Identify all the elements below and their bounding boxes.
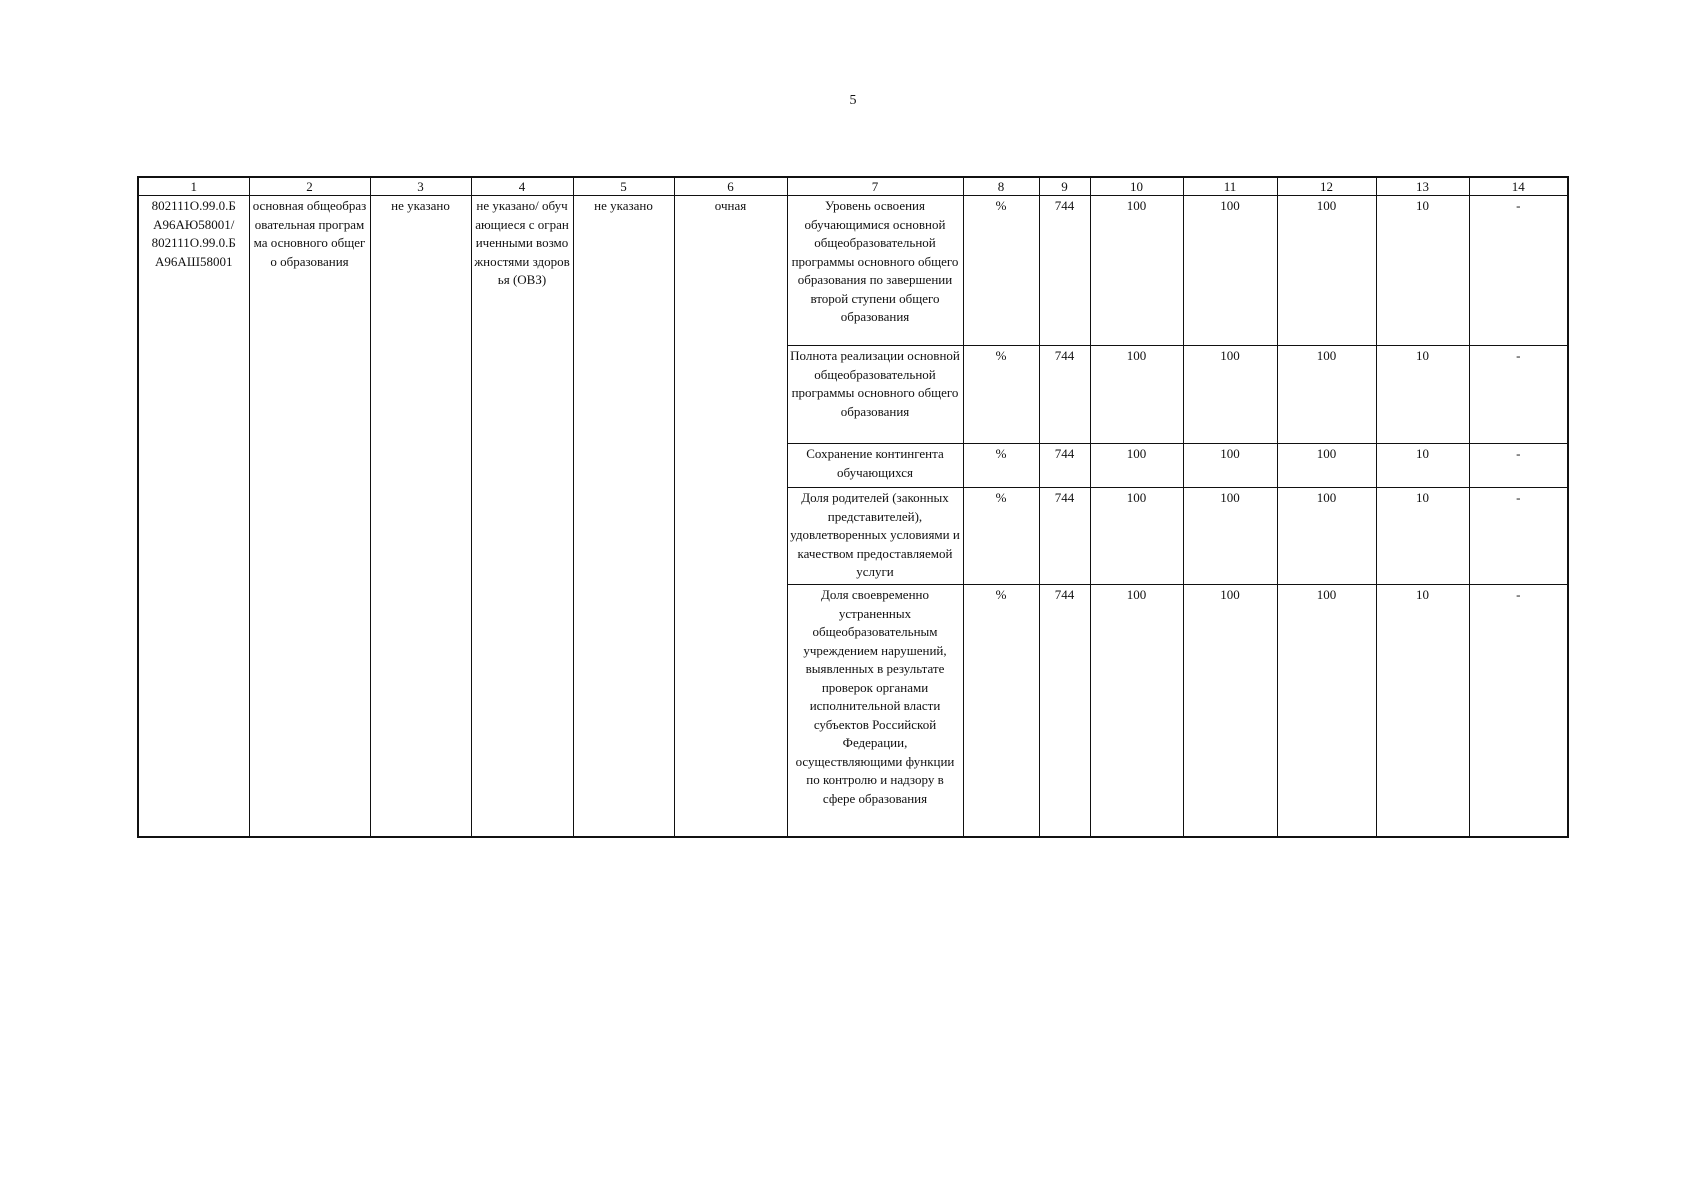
indicator-name: Доля своевременно устраненных общеобразовательным учреждением нарушений, выявленных в результате проверок органами исполнительной власти субъектов Российской Федерации, осуществляющими функции по контролю и надзору в сфере образования [787,585,963,837]
form-of-study-cell [674,196,787,837]
indicator-value-14: - [1469,585,1568,837]
table-row [138,196,1568,346]
col3-cell [370,196,471,837]
indicator-code: 744 [1039,196,1090,346]
column-number: 6 [674,177,787,196]
column-number-row [138,177,1568,196]
indicator-value-12: 100 [1277,346,1376,444]
registry-code-line: А96АШ58001 [155,253,233,269]
column-number: 1 [138,177,249,196]
form-of-study-text: очная [714,198,747,213]
indicator-value-12: 100 [1277,444,1376,488]
indicator-name: Уровень освоения обучающимися основной общеобразовательной программы основного общего образования по завершении второй ступени общего образования [787,196,963,346]
column-number: 3 [370,177,471,196]
column-number: 12 [1277,177,1376,196]
indicator-value-10: 100 [1090,444,1183,488]
indicator-value-13: 10 [1376,585,1469,837]
indicator-code: 744 [1039,346,1090,444]
indicator-name: Полнота реализации основной общеобразовательной программы основного общего образования [787,346,963,444]
indicator-value-12: 100 [1277,585,1376,837]
column-number: 7 [787,177,963,196]
column-number: 2 [249,177,370,196]
column-number: 11 [1183,177,1277,196]
column-number: 8 [963,177,1039,196]
indicator-value-12: 100 [1277,196,1376,346]
indicator-unit: % [963,585,1039,837]
registry-code-line: А96АЮ58001/ [153,216,235,232]
indicator-value-13: 10 [1376,346,1469,444]
column-number: 14 [1469,177,1568,196]
indicator-value-10: 100 [1090,196,1183,346]
col5-cell [573,196,674,837]
category-text: не указано/ обучающиеся с ограниченными возможностями здоровья (ОВЗ) [474,198,570,287]
indicator-value-11: 100 [1183,488,1277,585]
indicator-value-13: 10 [1376,444,1469,488]
indicator-value-11: 100 [1183,585,1277,837]
indicator-value-11: 100 [1183,444,1277,488]
category-cell [471,196,573,837]
indicator-code: 744 [1039,444,1090,488]
indicator-name: Доля родителей (законных представителей), удовлетворенных условиями и качеством предоставляемой услуги [787,488,963,585]
indicator-value-11: 100 [1183,346,1277,444]
indicator-value-14: - [1469,488,1568,585]
indicator-value-13: 10 [1376,196,1469,346]
indicator-name: Сохранение контингента обучающихся [787,444,963,488]
program-cell [249,196,370,837]
indicator-value-11: 100 [1183,196,1277,346]
indicator-value-14: - [1469,346,1568,444]
column-number: 9 [1039,177,1090,196]
registry-code-line: 802111О.99.0.Б [151,235,236,250]
registry-code-line: 802111О.99.0.Б [151,198,236,213]
indicator-value-12: 100 [1277,488,1376,585]
indicator-value-14: - [1469,444,1568,488]
column-number: 13 [1376,177,1469,196]
column-number: 10 [1090,177,1183,196]
registry-code-cell [138,196,249,837]
indicator-unit: % [963,346,1039,444]
column-number: 5 [573,177,674,196]
indicator-code: 744 [1039,585,1090,837]
col3-text: не указано [391,198,450,213]
column-number: 4 [471,177,573,196]
col5-text: не указано [594,198,653,213]
indicator-value-10: 100 [1090,585,1183,837]
indicator-unit: % [963,196,1039,346]
indicator-value-10: 100 [1090,346,1183,444]
indicator-code: 744 [1039,488,1090,585]
services-indicator-table [137,176,1569,838]
indicator-value-10: 100 [1090,488,1183,585]
program-text: основная общеобразовательная программа основного общего образования [252,198,367,269]
indicator-unit: % [963,444,1039,488]
indicator-unit: % [963,488,1039,585]
page-number: 5 [849,93,857,108]
indicator-value-14: - [1469,196,1568,346]
indicator-value-13: 10 [1376,488,1469,585]
